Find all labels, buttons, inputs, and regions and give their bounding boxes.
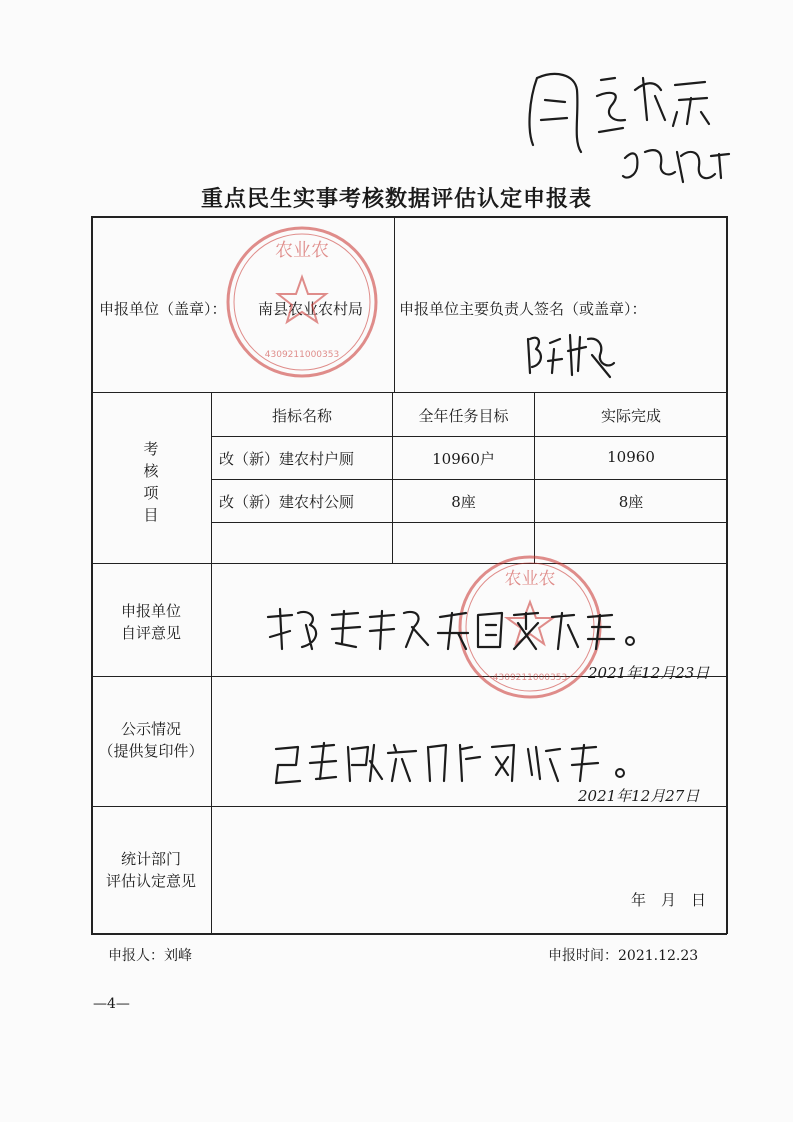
leader-signature [520,325,620,385]
seal-top-text: 农业农 [275,240,329,261]
seal-middle-code: 4309211000353 [492,673,568,683]
table-border-left [91,216,93,934]
row2-done: 8座 [618,493,644,511]
self-eval-date: 2021年12月23日 [588,664,710,682]
applicant-unit-label: 申报单位（盖章）： [99,300,227,318]
official-seal-top [222,222,382,382]
handwritten-publicity [270,735,640,791]
assessment-label: 考 核 项 目 [143,440,159,524]
leader-sign-label: 申报单位主要负责人签名（或盖章）： [399,300,647,318]
divider-after-assessment [91,563,727,564]
self-eval-label: 申报单位 自评意见 [120,602,181,642]
publicity-date: 2021年12月27日 [578,787,700,805]
publicity-label: 公示情况 （提供复印件） [98,720,204,760]
divider-after-publicity [91,806,727,807]
grid-h1 [211,436,727,437]
row2-name: 改（新）建农村公厕 [219,493,355,511]
stats-date: 年 月 日 [631,891,707,909]
header-indicator: 指标名称 [271,407,332,425]
seal-top-code: 4309211000353 [264,350,340,360]
header-done: 实际完成 [600,407,661,425]
divider-applicant-vertical [394,216,395,392]
page-number: —4— [93,996,130,1012]
row1-done: 10960 [607,448,655,466]
row2-target: 8座 [451,493,476,511]
form-title: 重点民生实事考核数据评估认定申报表 [200,186,592,212]
grid-h2 [211,479,727,480]
table-border-bottom [91,933,727,935]
reporter: 申报人：刘峰 [108,948,192,964]
grid-h3 [211,522,727,523]
applicant-unit-value: 南县农业农村局 [258,300,364,318]
handwritten-approval-signature [515,60,745,200]
handwritten-self-eval [262,603,642,659]
divider-after-applicant [91,392,727,393]
header-target: 全年任务目标 [418,407,509,425]
row1-name: 改（新）建农村户厕 [219,450,355,468]
row1-target: 10960户 [432,450,495,468]
table-border-top [91,216,727,218]
stats-label: 统计部门 评估认定意见 [105,850,196,890]
seal-middle-text: 农业农 [504,569,556,589]
table-border-right [726,216,728,934]
report-time: 申报时间：2021.12.23 [548,948,699,964]
assessment-form-table [91,216,727,934]
divider-label-column [211,392,212,934]
